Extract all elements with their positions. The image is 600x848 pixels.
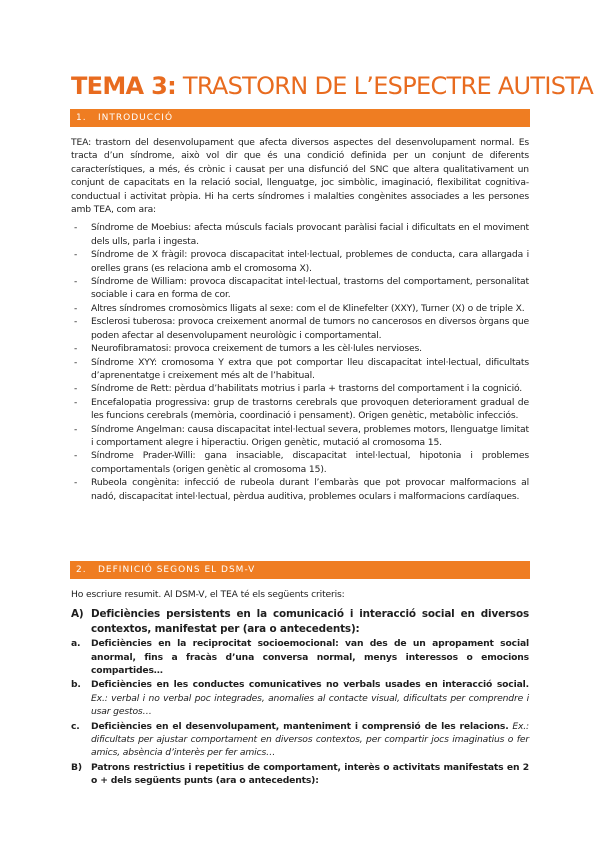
criterion-text: Patrons restrictius i repetitius de comportament, interès o activitats manifestats en 2 o + dels següents punts (ara o antecedents): (91, 761, 529, 787)
criterion-text: Deficiències persistents en la comunicació i interacció social en diversos contextos, manifestat per (ara o antecedents): (91, 608, 529, 635)
section-heading-definicio (70, 561, 530, 579)
list-item: - Neurofibramatosi: provoca creixement de tumors a les cèl·lules nervioses. (71, 342, 529, 355)
criterion-a (71, 607, 529, 636)
list-item: - Encefalopatia progressiva: grup de trastorns cerebrals que provoquen deteriorament gradual de les funcions cerebrals (memòria, coordinació i pensament). Origen genètic, metabòlic infecciós. (71, 396, 529, 423)
criterion-marker: a. (71, 638, 81, 650)
list-item: - Síndrome XYY: cromosoma Y extra que pot comportar lleu discapacitat intel·lectual, dificultats d’aprenentatge i creixement més alt de l’habitual. (71, 356, 529, 383)
page-title (71, 72, 593, 100)
intro-paragraph: TEA: trastorn del desenvolupament que afecta diversos aspectes del desenvolupament normal. Es tracta d’un síndrome, això vol dir que és una condició definida per un conjunt de diferents característiques, a més, és crònic i causat per una disfunció del SNC que altera qualitativament un conjunt de capacitats en la relació social, llenguatge, joc simbòlic, imaginació, flexibilitat cognitiva-conductual i activitat pròpia. Hi ha certs síndromes i malalties congènites associades a les persones amb TEA, com ara: (71, 137, 529, 216)
title-prefix: TEMA 3: (71, 72, 176, 100)
criterion-a-sub-c (71, 720, 529, 760)
section-number: 2. (76, 565, 87, 575)
syndrome-list (71, 221, 529, 503)
criterion-a-sub-a (71, 637, 529, 677)
introduction-section (71, 136, 529, 503)
criterion-a-sub-b (71, 678, 529, 718)
dsm-intro: Ho escriure resumit. Al DSM-V, el TEA té els següents criteris: (71, 589, 345, 600)
criteria-list (71, 607, 529, 787)
section-label: INTRODUCCIÓ (98, 113, 174, 123)
section-label: DEFINICIÓ SEGONS EL DSM-V (98, 565, 256, 575)
section-number: 1. (76, 113, 87, 123)
list-item: - Rubeola congènita: infecció de rubeola durant l’embaràs que pot provocar malformacions al nadó, discapacitat intel·lectual, pèrdua auditiva, problemes oculars i malformacions cardíaques. (71, 476, 529, 503)
dsm-section (71, 588, 529, 789)
list-item: - Síndrome Prader-Willi: gana insaciable, discapacitat intel·lectual, hipotonia i problemes comportamentals (origen genètic al cromosoma 15). (71, 449, 529, 476)
criterion-text: Deficiències en la reciprocitat socioemocional: van des de un apropament social anormal, fins a fracàs d’una conversa normal, menys interessos o emocions compartides… (91, 638, 529, 677)
criterion-example: Ex.: dificultats per ajustar comportament en diversos contextos, per compartir jocs imaginatius o fer amics, absència d’interès per fer amics… (91, 720, 529, 759)
criterion-text: Deficiències en les conductes comunicatives no verbals usades en interacció social. (91, 679, 529, 691)
list-item: - Síndrome Angelman: causa discapacitat intel·lectual severa, problemes motors, llenguatge limitat i comportament alegre i hiperactiu. Origen genètic, mutació al cromosoma 15. (71, 423, 529, 450)
criterion-example: Ex.: verbal i no verbal poc integrades, anomalies al contacte visual, dificultats per comprendre i usar gestos… (91, 692, 529, 718)
list-item: - Altres síndromes cromosòmics lligats al sexe: com el de Klinefelter (XXY), Turner (X) o de triple X. (71, 302, 529, 315)
list-item: - Síndrome de X fràgil: provoca discapacitat intel·lectual, problemes de conducta, cara allargada i orelles grans (es relaciona amb el cromosoma X). (71, 248, 529, 275)
criterion-b (71, 761, 529, 788)
list-item: - Síndrome de Moebius: afecta músculs facials provocant paràlisi facial i dificultats en el moviment dels ulls, parla i ingesta. (71, 221, 529, 248)
criterion-marker: B) (71, 761, 82, 773)
criterion-marker: b. (71, 679, 81, 691)
list-item: - Síndrome de William: provoca discapacitat intel·lectual, trastorns del comportament, personalitat sociable i cara en forma de cor. (71, 275, 529, 302)
title-text: TRASTORN DE L’ESPECTRE AUTISTA (182, 72, 594, 100)
criterion-marker: c. (71, 720, 80, 732)
criterion-marker: A) (71, 608, 84, 621)
list-item: - Esclerosi tuberosa: provoca creixement anormal de tumors no cancerosos en diversos òrgans que poden afectar al desenvolupament neurològic i comportamental. (71, 315, 529, 342)
section-heading-introduccio (70, 109, 530, 127)
criterion-text: Deficiències en el desenvolupament, manteniment i comprensió de les relacions. (91, 720, 509, 732)
list-item: - Síndrome de Rett: pèrdua d’habilitats motrius i parla + trastorns del comportament i la cognició. (71, 382, 529, 395)
